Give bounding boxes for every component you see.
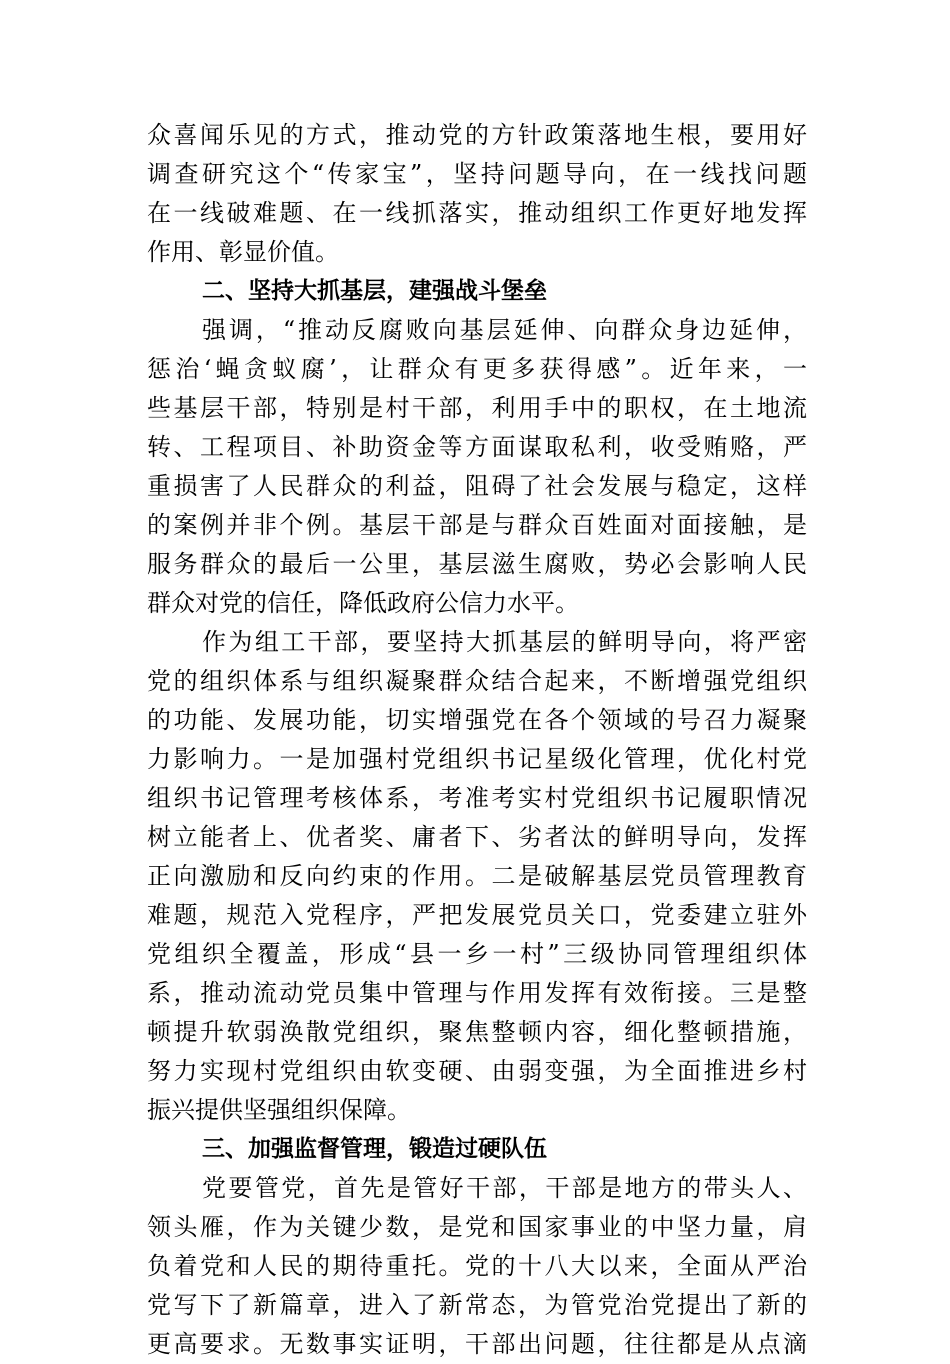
paragraph-line-text: 党组织全覆盖，形成“县一乡一村”三级协同管理组织体 [147, 940, 807, 968]
paragraph-line [147, 233, 807, 272]
paragraph-line-text: 组织书记管理考核体系，考准考实村党组织书记履职情况 [147, 784, 807, 812]
paragraph-line-text: 振兴提供坚强组织保障。 [147, 1096, 411, 1124]
paragraph-line-text: 服务群众的最后一公里，基层滋生腐败，势必会影响人民 [147, 550, 807, 578]
paragraph-line-text: 的功能、发展功能，切实增强党在各个领域的号召力凝聚 [147, 706, 807, 734]
paragraph-line-text: 难题，规范入党程序，严把发展党员关口，党委建立驻外 [147, 901, 807, 929]
paragraph-line [147, 194, 807, 233]
paragraph-line-text: 惩治‘蝇贪蚁腐’，让群众有更多获得感”。近年来，一 [147, 355, 807, 383]
paragraph-line [147, 350, 807, 389]
paragraph-line-text: 党的组织体系与组织凝聚群众结合起来，不断增强党组织 [147, 667, 807, 695]
paragraph-line [147, 1325, 807, 1364]
section-heading [147, 272, 807, 311]
document-body [147, 116, 807, 1364]
paragraph-line [147, 155, 807, 194]
paragraph-line [147, 506, 807, 545]
paragraph-line [147, 1169, 807, 1208]
paragraph-line [147, 1013, 807, 1052]
paragraph-line-text: 重损害了人民群众的利益，阻碍了社会发展与稳定，这样 [147, 472, 807, 500]
paragraph-line [147, 701, 807, 740]
section-heading-text: 二、坚持大抓基层，建强战斗堡垒 [202, 278, 547, 304]
document-page [147, 116, 807, 1364]
paragraph-line-text: 力影响力。一是加强村党组织书记星级化管理，优化村党 [147, 745, 807, 773]
paragraph-line [147, 662, 807, 701]
paragraph-line-text: 顿提升软弱涣散党组织，聚焦整顿内容，细化整顿措施， [147, 1018, 807, 1046]
paragraph-line [147, 389, 807, 428]
paragraph-line-text: 党要管党，首先是管好干部，干部是地方的带头人、 [202, 1174, 807, 1202]
paragraph-line [147, 896, 807, 935]
paragraph-line-text: 树立能者上、优者奖、庸者下、劣者汰的鲜明导向，发挥 [147, 823, 807, 851]
paragraph-line [147, 935, 807, 974]
section-heading-text: 三、加强监督管理，锻造过硬队伍 [202, 1136, 547, 1162]
paragraph-line-text: 作为组工干部，要坚持大抓基层的鲜明导向，将严密 [202, 628, 807, 656]
paragraph-line [147, 1052, 807, 1091]
paragraph-line [147, 623, 807, 662]
paragraph-line [147, 584, 807, 623]
paragraph-line-text: 调查研究这个“传家宝”，坚持问题导向，在一线找问题 [147, 160, 807, 188]
paragraph-line-text: 在一线破难题、在一线抓落实，推动组织工作更好地发挥 [147, 199, 807, 227]
paragraph-line [147, 857, 807, 896]
paragraph-line-text: 众喜闻乐见的方式，推动党的方针政策落地生根，要用好 [147, 121, 807, 149]
paragraph-line [147, 545, 807, 584]
paragraph-line-text: 作用、彰显价值。 [147, 238, 339, 266]
paragraph-line-text: 更高要求。无数事实证明，干部出问题，往往都是从点滴 [147, 1330, 807, 1358]
paragraph-line [147, 1286, 807, 1325]
paragraph-line-text: 正向激励和反向约束的作用。二是破解基层党员管理教育 [147, 862, 807, 890]
paragraph-line [147, 116, 807, 155]
paragraph-line [147, 467, 807, 506]
paragraph-line-text: 转、工程项目、补助资金等方面谋取私利，收受贿赂，严 [147, 433, 807, 461]
section-heading [147, 1130, 807, 1169]
paragraph-line-text: 群众对党的信任，降低政府公信力水平。 [147, 589, 579, 617]
paragraph-line-text: 的案例并非个例。基层干部是与群众百姓面对面接触，是 [147, 511, 807, 539]
paragraph-line [147, 779, 807, 818]
paragraph-line [147, 1247, 807, 1286]
paragraph-line-text: 系，推动流动党员集中管理与作用发挥有效衔接。三是整 [147, 979, 807, 1007]
paragraph-line [147, 818, 807, 857]
paragraph-line [147, 740, 807, 779]
paragraph-line [147, 974, 807, 1013]
paragraph-line-text: 努力实现村党组织由软变硬、由弱变强，为全面推进乡村 [147, 1057, 807, 1085]
paragraph-line [147, 311, 807, 350]
paragraph-line-text: 党写下了新篇章，进入了新常态，为管党治党提出了新的 [147, 1291, 807, 1319]
paragraph-line [147, 1091, 807, 1130]
paragraph-line-text: 负着党和人民的期待重托。党的十八大以来，全面从严治 [147, 1252, 807, 1280]
paragraph-line-text: 强调，“推动反腐败向基层延伸、向群众身边延伸， [202, 316, 807, 344]
paragraph-line [147, 428, 807, 467]
paragraph-line-text: 领头雁，作为关键少数，是党和国家事业的中坚力量，肩 [147, 1213, 807, 1241]
paragraph-line [147, 1208, 807, 1247]
paragraph-line-text: 些基层干部，特别是村干部，利用手中的职权，在土地流 [147, 394, 807, 422]
